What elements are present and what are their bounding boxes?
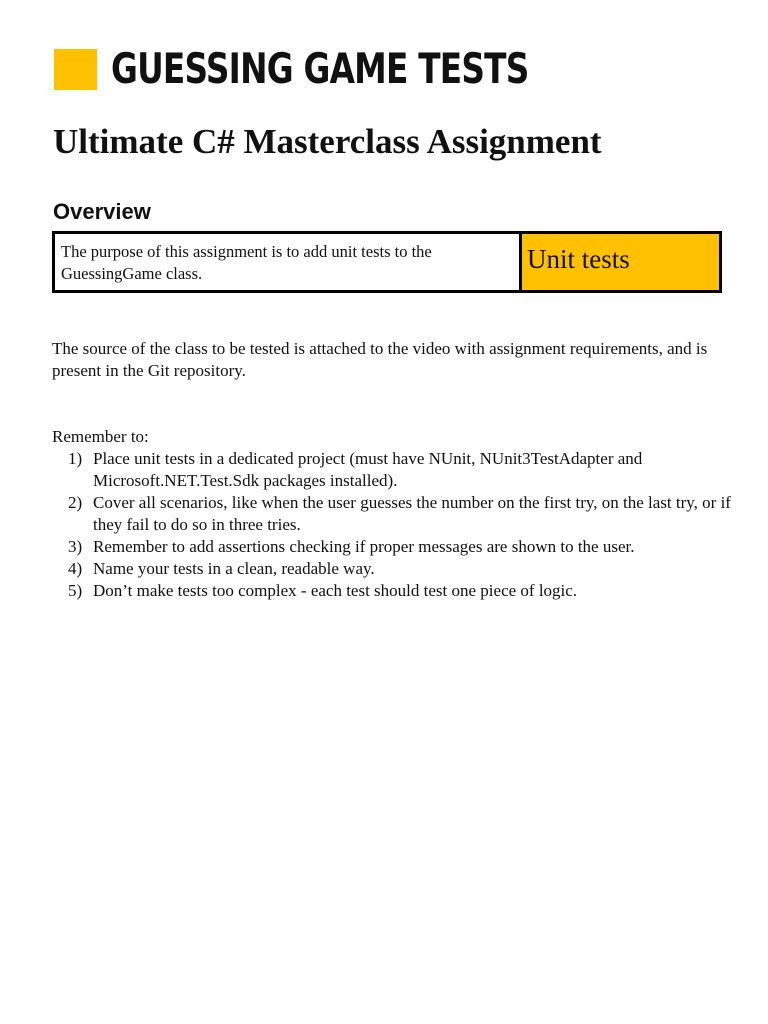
list-item <box>52 558 732 580</box>
list-item-text: Remember to add assertions checking if proper messages are shown to the user. <box>93 537 635 556</box>
list-item <box>52 448 732 492</box>
list-item-number: 1) <box>68 449 83 468</box>
list-item <box>52 492 732 536</box>
requirements-list <box>52 448 732 602</box>
list-item-number: 2) <box>68 493 83 512</box>
remember-paragraph: Remember to: <box>52 427 149 446</box>
overview-table <box>52 231 722 293</box>
list-item <box>52 536 732 558</box>
overview-tag: Unit tests <box>522 234 719 290</box>
list-item-text: Place unit tests in a dedicated project (must have NUnit, NUnit3TestAdapter and Microsoft.NET.Test.Sdk packages installed). <box>93 449 643 490</box>
overview-description: The purpose of this assignment is to add unit tests to the GuessingGame class. <box>55 234 522 290</box>
list-item-number: 5) <box>68 581 83 600</box>
list-item <box>52 580 732 602</box>
page-title: GUESSING GAME TESTS <box>111 44 529 93</box>
list-item-text: Don’t make tests too complex - each test should test one piece of logic. <box>93 581 578 600</box>
source-paragraph: The source of the class to be tested is attached to the video with assignment requirements, and is present in the Git repository. <box>52 339 708 380</box>
list-item-text: Cover all scenarios, like when the user guesses the number on the first try, on the last try, or if they fail to do so in three tries. <box>93 493 731 534</box>
header <box>54 44 646 94</box>
yellow-square-icon <box>54 49 97 90</box>
list-item-number: 4) <box>68 559 83 578</box>
overview-heading: Overview <box>53 199 151 224</box>
list-item-text: Name your tests in a clean, readable way. <box>93 559 375 578</box>
subtitle: Ultimate C# Masterclass Assignment <box>53 122 602 161</box>
list-item-number: 3) <box>68 537 83 556</box>
